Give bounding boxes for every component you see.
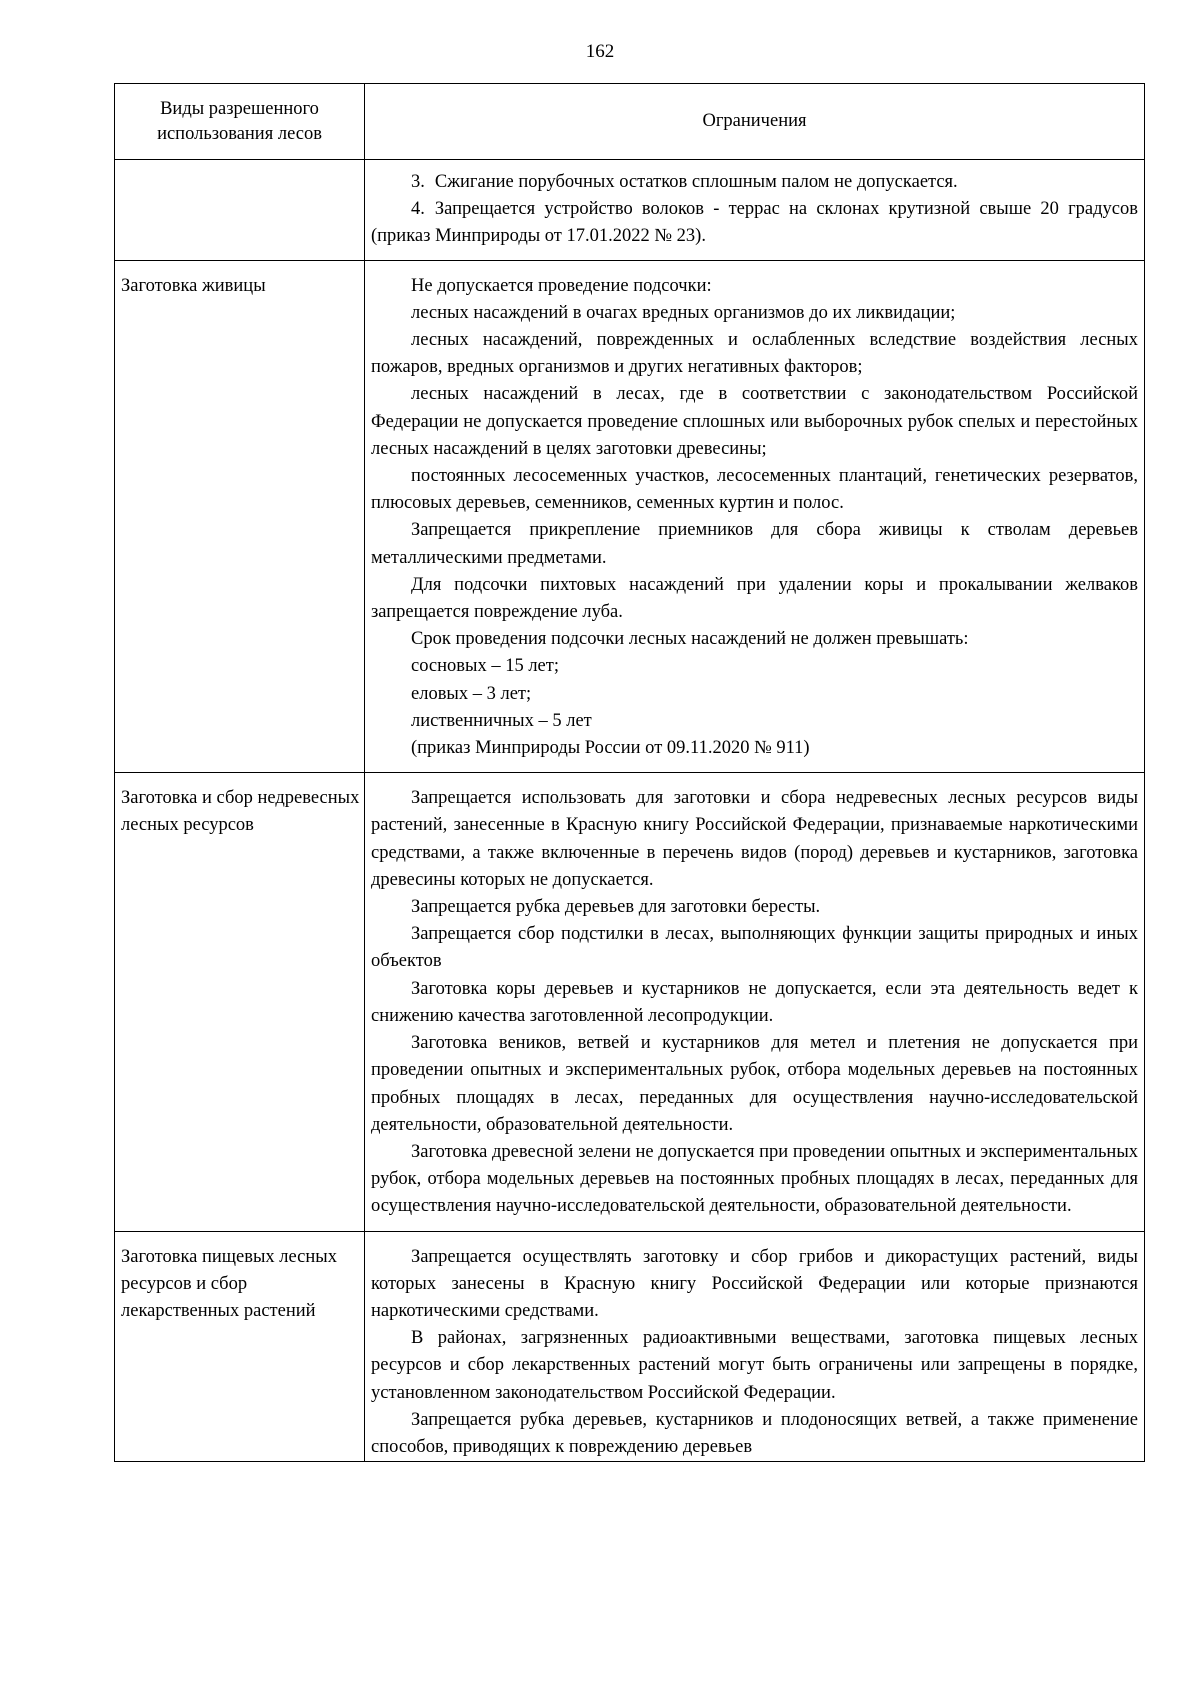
table-row [115,1231,1145,1462]
restrictions-cell [365,773,1145,1231]
usage-type-cell: Заготовка живицы [115,260,365,773]
paragraph: Запрещается рубка деревьев, кустарников и плодоносящих ветвей, а также применение способов, приводящих к повреждению деревьев [371,1409,1138,1457]
restrictions-cell [365,260,1145,773]
restrictions-cell [365,160,1145,261]
list-item: 3. Сжигание порубочных остатков сплошным палом не допускается. [411,172,958,192]
paragraph: Срок проведения подсочки лесных насаждений не должен превышать: [411,629,969,650]
page-number: 162 [585,41,615,62]
paragraph: сосновых – 15 лет; [411,656,559,677]
paragraph: лесных насаждений в лесах, где в соответствии с законодательством Российской Федерации не допускается проведение сплошных или выборочных рубок спелых и перестойных лесных насаждений в целях заготовки древесины; [371,384,1138,459]
header-restrictions: Ограничения [365,84,1145,160]
restrictions-table [114,83,1145,1462]
paragraph: Для подсочки пихтовых насаждений при удалении коры и прокалывании желваков запрещается повреждение луба. [371,574,1138,623]
paragraph: Заготовка коры деревьев и кустарников не допускается, если эта деятельность ведет к снижению качества заготовленной лесопродукции. [371,978,1138,1026]
paragraph: лесных насаждений, поврежденных и ослабленных вследствие воздействия лесных пожаров, вредных организмов и других негативных факторов; [371,330,1138,378]
usage-type-cell: Заготовка и сбор недревесных лесных ресурсов [115,773,365,1231]
paragraph: Запрещается осуществлять заготовку и сбор грибов и дикорастущих растений, виды которых занесены в Красную книгу Российской Федерации или которые признаются наркотическими средствами. [371,1246,1138,1321]
paragraph: Запрещается прикрепление приемников для сбора живицы к стволам деревьев металлическими предметами. [371,520,1138,568]
paragraph: лиственничных – 5 лет [411,710,592,731]
paragraph: еловых – 3 лет; [411,683,532,704]
paragraph: В районах, загрязненных радиоактивными веществами, заготовка пищевых лесных ресурсов и сбор лекарственных растений могут быть ограничены или запрещены в порядке, установленном законодательством Российской Федерации. [371,1328,1138,1403]
paragraph: Запрещается использовать для заготовки и сбора недревесных лесных ресурсов виды растений, занесенные в Красную книгу Российской Федерации, признаваемые наркотическими средствами, а также включенные в перечень видов (пород) деревьев и кустарников, заготовка древесины которых не допускается. [371,788,1138,890]
table-row [115,260,1145,773]
paragraph: Заготовка древесной зелени не допускается при проведении опытных и экспериментальных рубок, отбора модельных деревьев на постоянных пробных площадях в лесах, переданных для осуществления научно-исследовательской деятельности, образовательной деятельности. [371,1141,1138,1217]
header-usage-types: Виды разрешенного использования лесов [115,84,365,160]
paragraph: постоянных лесосеменных участков, лесосеменных плантаций, генетических резерватов, плюсовых деревьев, семенников, семенных куртин и полос. [371,466,1138,514]
paragraph: Запрещается рубка деревьев для заготовки бересты. [411,897,821,918]
paragraph: Заготовка веников, ветвей и кустарников для метел и плетения не допускается при проведении опытных и экспериментальных рубок, отбора модельных деревьев на постоянных пробных площадях в лесах, переданных для осуществления научно-исследовательской деятельности, образовательной деятельности. [371,1033,1138,1135]
paragraph: Не допускается проведение подсочки: [411,275,712,296]
paragraph: Запрещается сбор подстилки в лесах, выполняющих функции защиты природных и иных объектов [371,924,1138,972]
table-row [115,160,1145,261]
usage-type-cell [115,160,365,261]
paragraph: (приказ Минприроды России от 09.11.2020 № 911) [411,738,810,759]
table-row [115,773,1145,1231]
list-item: 4. Запрещается устройство волоков - террас на склонах крутизной свыше 20 градусов (приказ Минприроды от 17.01.2022 № 23). [371,199,1138,247]
table-header-row [115,84,1145,160]
usage-type-cell: Заготовка пищевых лесных ресурсов и сбор лекарственных растений [115,1231,365,1462]
restrictions-cell [365,1231,1145,1462]
paragraph: лесных насаждений в очагах вредных организмов до их ликвидации; [411,302,956,323]
